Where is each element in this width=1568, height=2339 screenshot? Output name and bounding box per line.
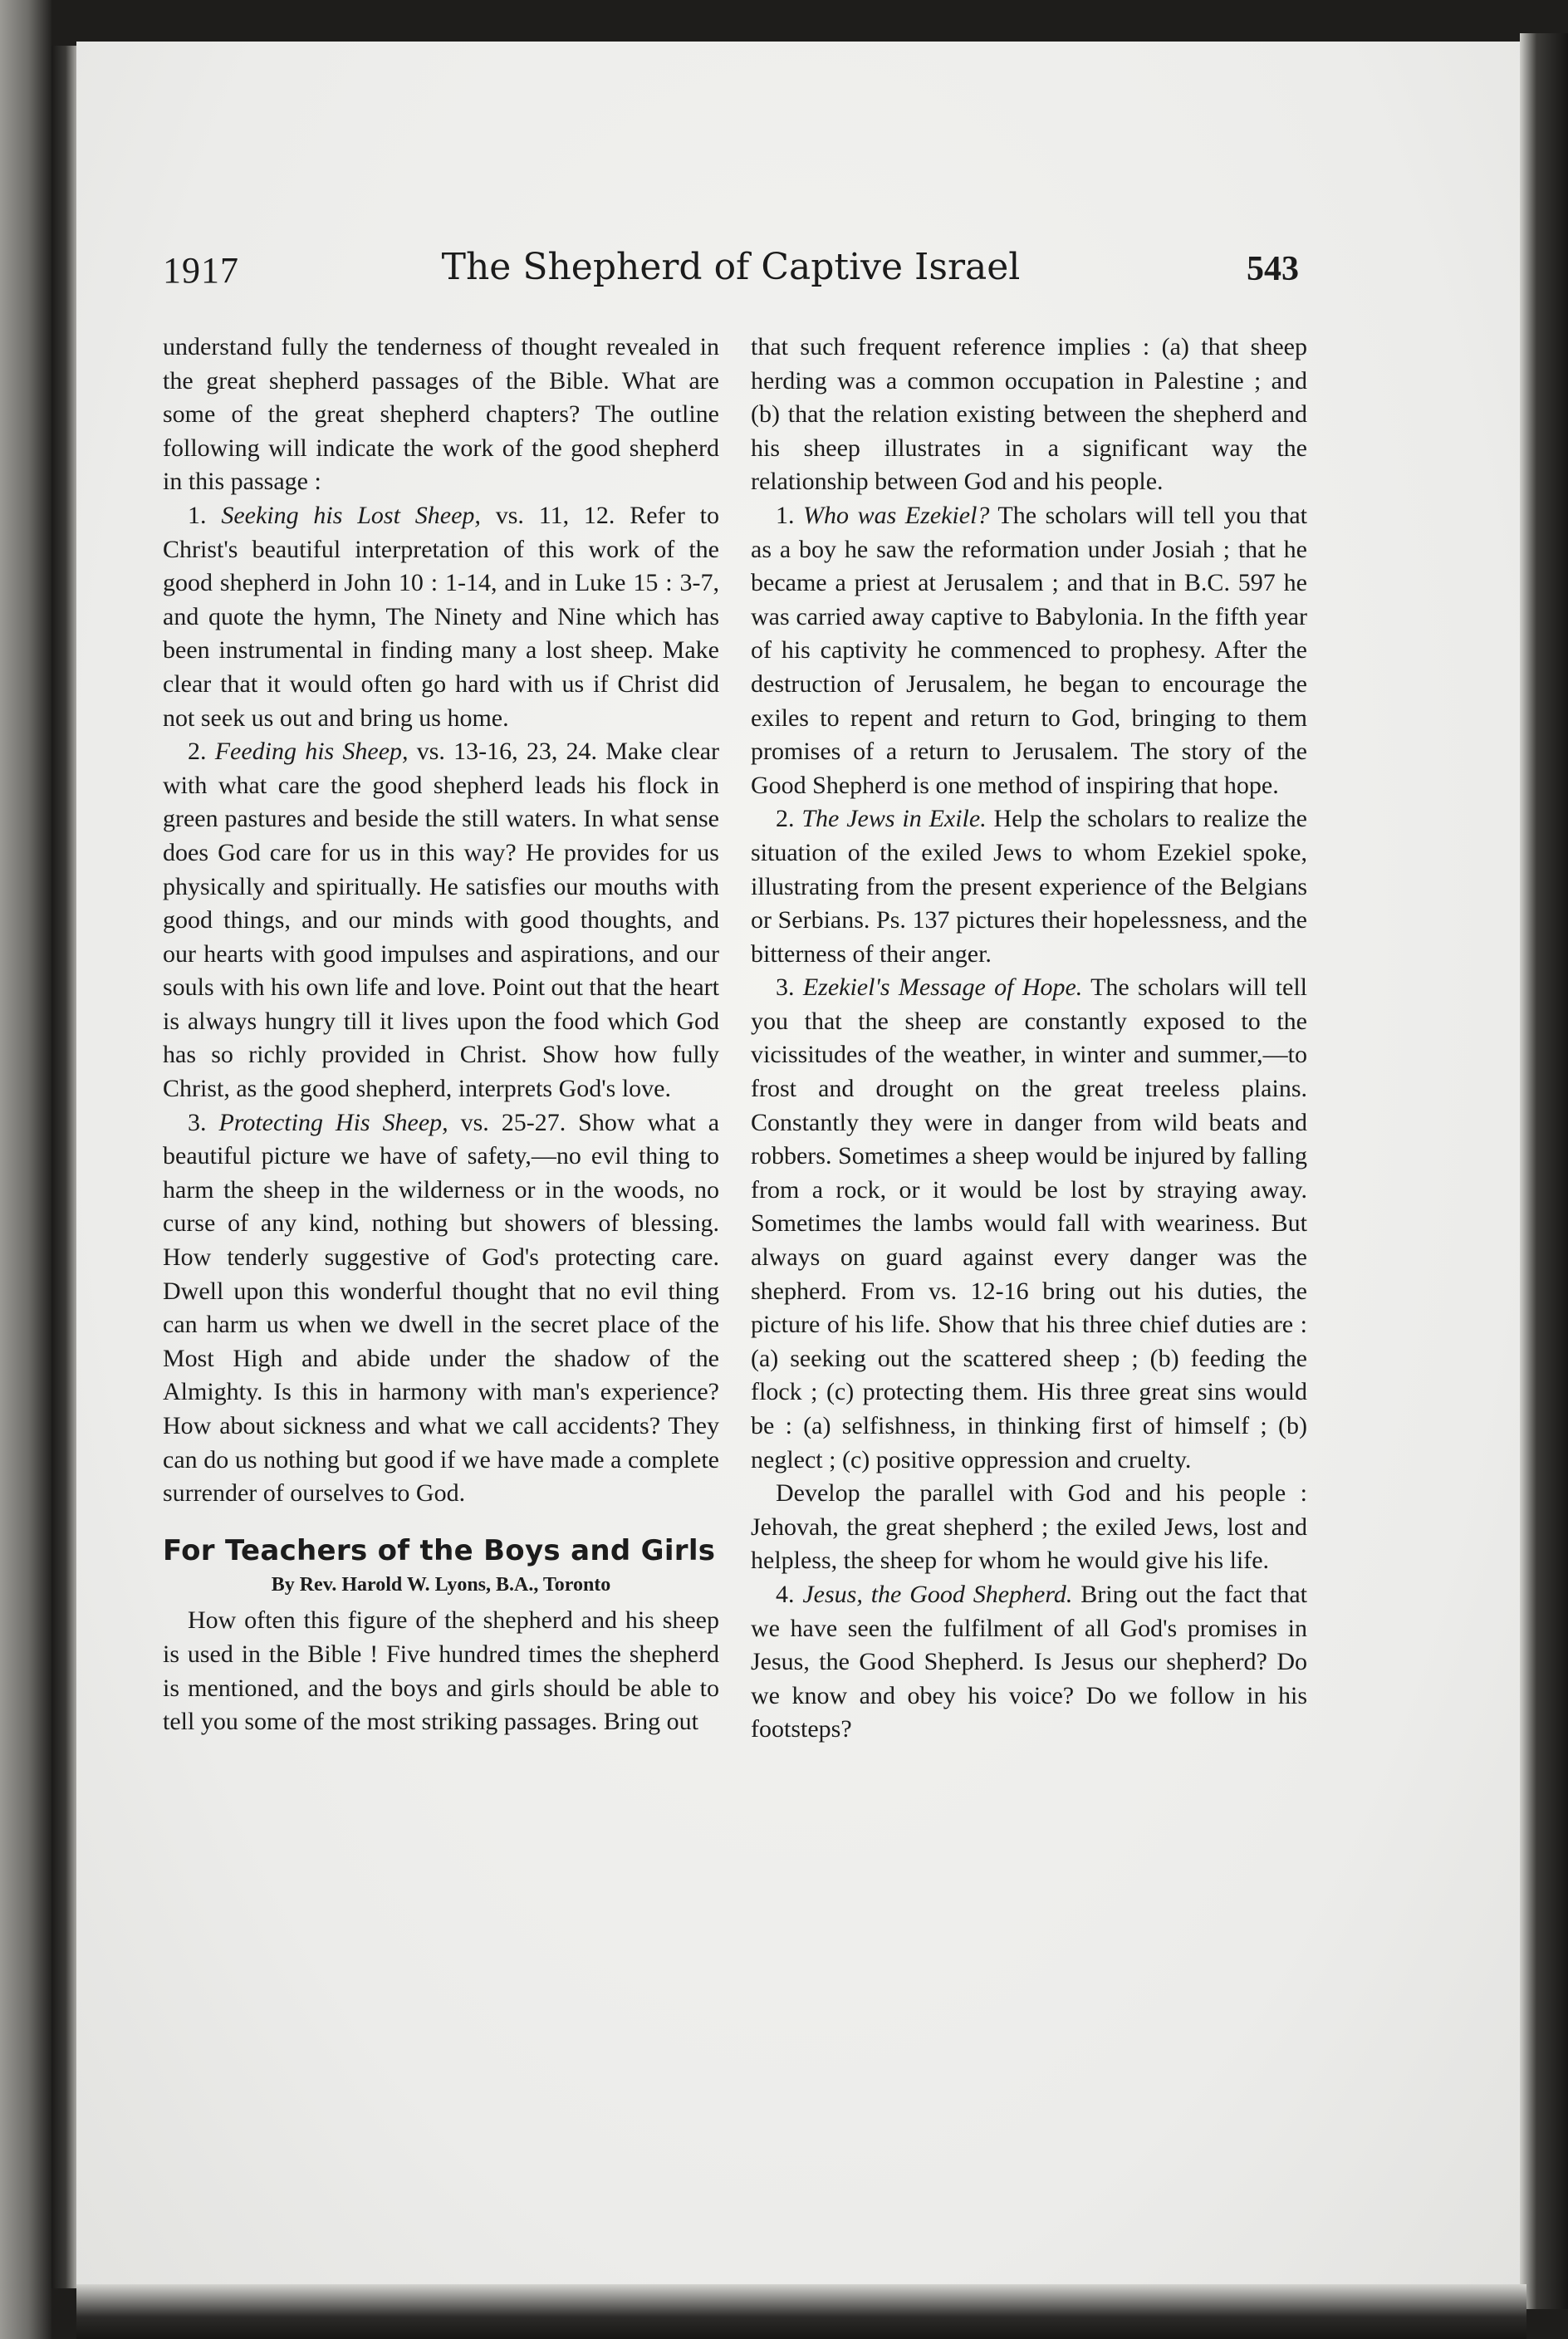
running-header (163, 246, 1299, 299)
item-number: 1. (188, 501, 222, 529)
page-bottom-edge (76, 2284, 1526, 2339)
paragraph: How often this figure of the shepherd and his sheep is used in the Bible ! Five hundred times the shepherd is mentioned, and the boys and girls should be able to tell you some of the most striking passages. Bring out (163, 1606, 719, 1736)
left-column (163, 331, 719, 1739)
header-title: The Shepherd of Captive Israel (441, 246, 1021, 288)
paragraph-protecting (163, 1106, 719, 1511)
item-number: 1. (776, 501, 804, 529)
item-heading: The Jews in Exile. (801, 805, 987, 833)
paragraph: Develop the parallel with God and his people : Jehovah, the great shepherd ; the exiled Jews, lost and helpless, the sheep for whom he would give his life. (751, 1479, 1307, 1575)
item-heading: Ezekiel's Message of Hope. (802, 973, 1083, 1002)
item-heading: Jesus, the Good Shepherd. (802, 1580, 1073, 1608)
book-spine (51, 46, 80, 2288)
paragraph: that such frequent reference implies : (a) that sheep herding was a common occupation in Palestine ; and (b) that the relation existing between the shepherd and his sheep illustrates in a significant way the relationship between God and his people. (751, 333, 1307, 496)
item-text: vs. 11, 12. Refer to Christ's beautiful interpretation of this work of the good shepherd in John 10 : 1-14, and in Luke 15 : 3-7, and quote the hymn, The Ninety and Nine which has been instrumental in finding many a lost sheep. Make clear that it would often go hard with us if Christ did not seek us out and bring us home. (163, 501, 720, 732)
paragraph-message-of-hope (751, 971, 1307, 1477)
facing-page-edge (0, 0, 51, 2339)
paragraph-good-shepherd (751, 1578, 1307, 1747)
item-number: 2. (188, 738, 215, 766)
item-number: 4. (776, 1580, 803, 1608)
item-text: vs. 13-16, 23, 24. Make clear with what care the good shepherd leads his flock in green pastures and beside the still waters. In what sense does God care for us in this way? He provides for us physically and spiritually. He satisfies our mouths with good things, and our minds with good thoughts, and our hearts with good impulses and aspirations, and our souls with his own life and love. Point out that the heart is always hungry till it lives upon the food which God has so richly provided in Christ. Show how fully Christ, as the good shepherd, interprets God's love. (163, 738, 719, 1103)
right-column (751, 331, 1307, 1747)
page-right-edge (1520, 33, 1568, 2309)
item-text: Help the scholars to realize the situation of the exiled Jews to whom Ezekiel spoke, illustrating from the present experience of the Belgians or Serbians. Ps. 137 pictures their hopelessness, and the bitterness of their anger. (751, 805, 1308, 968)
item-heading: Protecting His Sheep, (218, 1108, 448, 1136)
paragraph-jews-in-exile (751, 802, 1307, 971)
paragraph-who-was-ezekiel (751, 499, 1307, 802)
page-number: 543 (1247, 250, 1299, 288)
header-year: 1917 (163, 250, 239, 291)
byline: By Rev. Harold W. Lyons, B.A., Toronto (271, 1574, 611, 1596)
section-heading: For Teachers of the Boys and Girls (163, 1533, 716, 1567)
paragraph-seeking (163, 499, 719, 735)
item-number: 3. (776, 973, 803, 1002)
item-text: vs. 25-27. Show what a beautiful picture we have of safety,—no evil thing to harm the sheep in the wilderness or in the woods, no curse of any kind, nothing but showers of blessing. How tenderly suggestive of God's protecting care. Dwell upon this wonderful thought that no evil thing can harm us when we dwell in the secret place of the Most High and abide under the shadow of the Almighty. Is this in harmony with man's experience? How about sickness and what we call accidents? They can do us nothing but good if we have made a complete surrender of ourselves to God. (163, 1108, 720, 1508)
item-number: 3. (188, 1108, 219, 1136)
item-heading: Seeking his Lost Sheep, (221, 501, 481, 529)
item-text: The scholars will tell you that the sheep are constantly exposed to the vicissitudes of the weather, in winter and summer,—to frost and drought on the great treeless plains. Constantly they were in danger from wild beats and robbers. Sometimes a sheep would be injured by falling from a rock, or it would be lost by straying away. Sometimes the lambs would fall with weariness. But always on guard against every danger was the shepherd. From vs. 12-16 bring out his duties, the picture of his life. Show that his three chief duties are : (a) seeking out the scattered sheep ; (b) feeding the flock ; (c) protecting them. His three great sins would be : (a) selfishness, in thinking first of himself ; (b) neglect ; (c) positive oppression and cruelty. (751, 973, 1307, 1474)
paragraph-feeding (163, 735, 719, 1106)
item-heading: Who was Ezekiel? (803, 501, 990, 529)
item-text: The scholars will tell you that as a boy he saw the reformation under Josiah ; that he became a priest at Jerusalem ; and that in B.C. 597 he was carried away captive to Babylonia. In the fifth year of his captivity he commenced to prophesy. After the destruction of Jerusalem, he began to encourage the exiles to repent and return to God, bringing to them promises of a return to Jerusalem. The story of the Good Shepherd is one method of inspiring that hope. (751, 501, 1308, 799)
item-number: 2. (776, 805, 802, 833)
item-heading: Feeding his Sheep, (214, 738, 409, 766)
item-text: Bring out the fact that we have seen the fulfilment of all God's promises in Jesus, the Good Shepherd. Is Jesus our shepherd? Do we know and obey his voice? Do we follow in his footsteps? (751, 1580, 1307, 1743)
paragraph: understand fully the tenderness of thought revealed in the great shepherd passages of the Bible. What are some of the great shepherd chapters? The outline following will indicate the work of the good shepherd in this passage : (163, 333, 719, 496)
